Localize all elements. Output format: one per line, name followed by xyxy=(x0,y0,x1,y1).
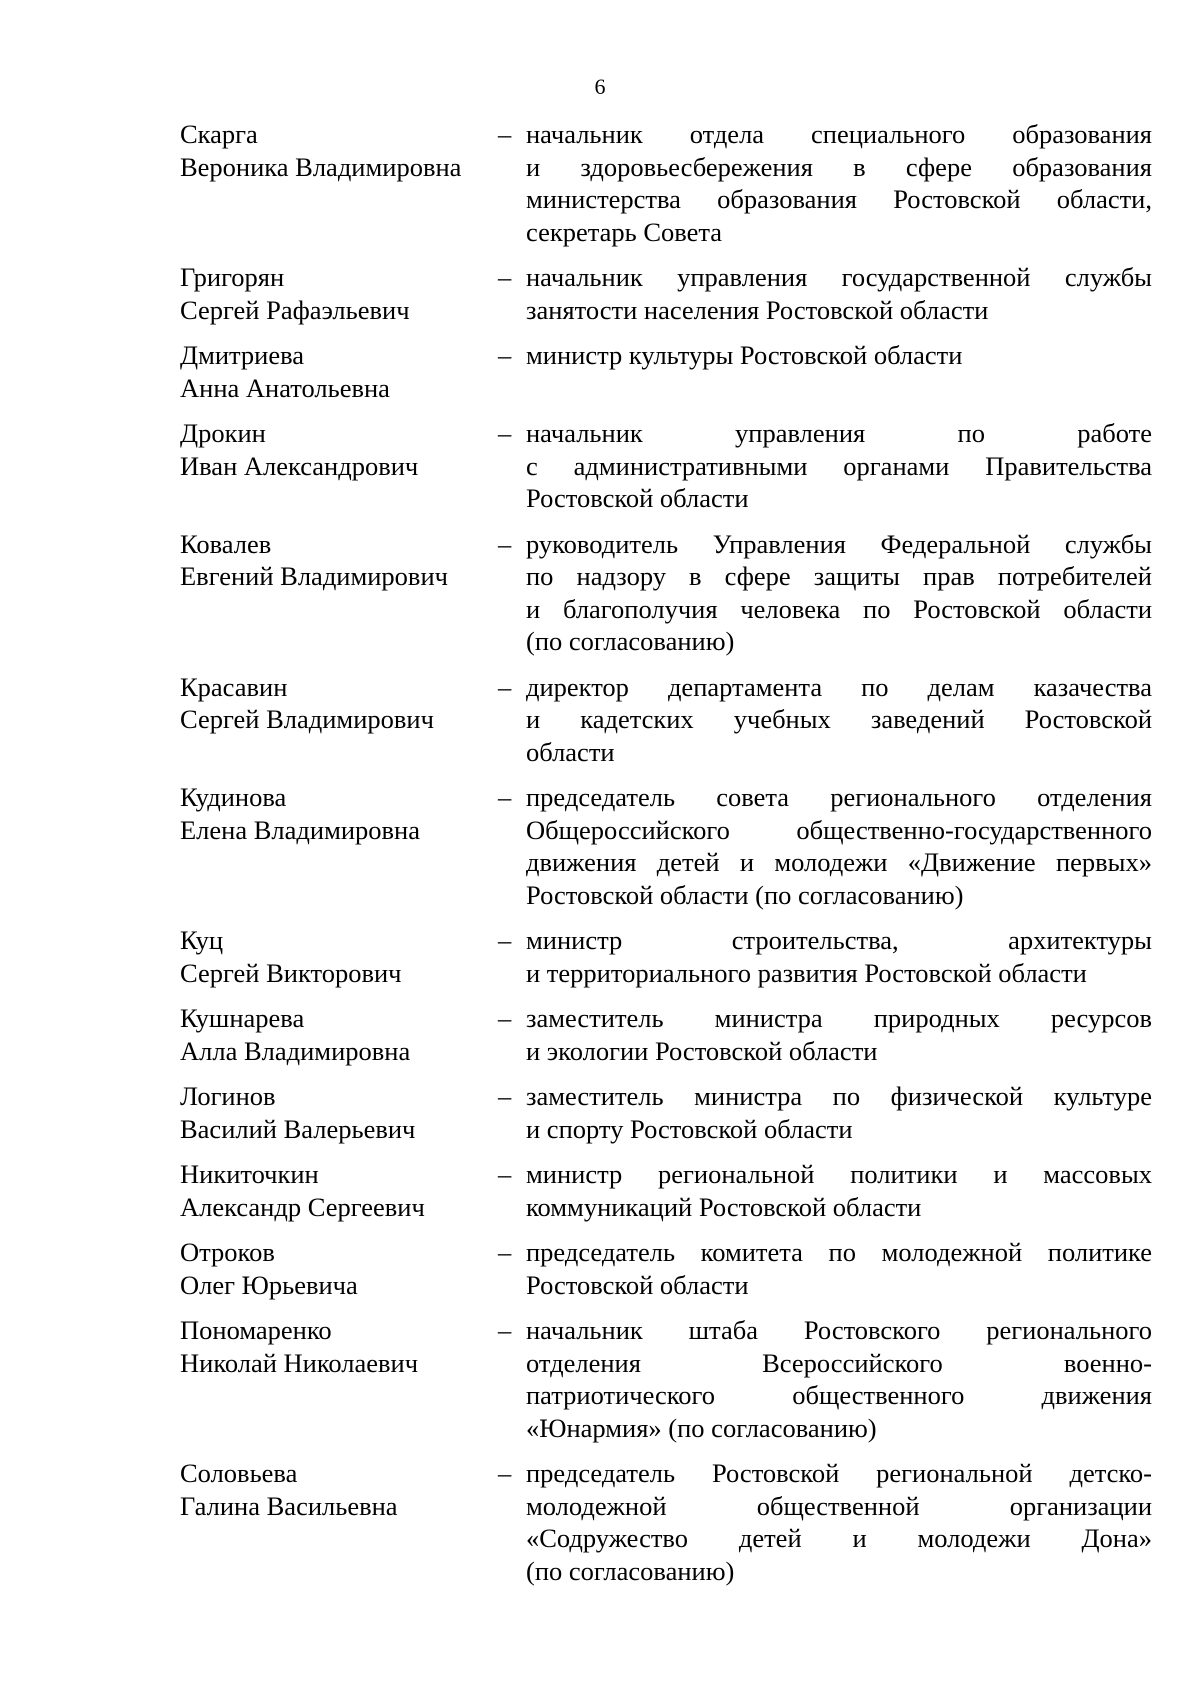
position-line: министерства образования Ростовской области, xyxy=(526,184,1152,214)
position-line: Ростовской области xyxy=(526,483,749,513)
position-line: (по согласованию) xyxy=(526,1555,735,1586)
member-name xyxy=(180,1002,498,1067)
member-given-names: Сергей Рафаэльевич xyxy=(180,294,410,325)
position-line: и здоровьесбережения в сфере образования xyxy=(526,151,1152,182)
member-entry xyxy=(180,781,1152,911)
dash-separator: – xyxy=(498,340,512,370)
member-name xyxy=(180,1080,498,1145)
member-position xyxy=(526,924,1152,989)
position-line: и спорту Ростовской области xyxy=(526,1113,853,1144)
member-name xyxy=(180,118,498,248)
position-line: молодежной общественной организации xyxy=(526,1490,1152,1521)
member-surname: Никиточкин xyxy=(180,1159,319,1189)
member-given-names: Николай Николаевич xyxy=(180,1347,419,1378)
member-entry xyxy=(180,417,1152,515)
position-line: заместитель министра природных ресурсов xyxy=(526,1003,1152,1033)
position-line: коммуникаций Ростовской области xyxy=(526,1191,922,1222)
member-position xyxy=(526,261,1152,326)
member-surname: Ковалев xyxy=(180,528,272,559)
member-entry xyxy=(180,1236,1152,1301)
member-surname: Кудинова xyxy=(180,782,287,812)
member-position xyxy=(526,1080,1152,1145)
member-position xyxy=(526,1002,1152,1067)
member-given-names: Алла Владимировна xyxy=(180,1035,411,1066)
position-line: секретарь Совета xyxy=(526,216,723,247)
member-name xyxy=(180,417,498,515)
member-given-names: Елена Владимировна xyxy=(180,814,420,845)
member-entry xyxy=(180,671,1152,769)
dash-separator: – xyxy=(498,671,512,702)
position-line: (по согласованию) xyxy=(526,626,735,656)
member-name xyxy=(180,924,498,989)
dash-separator: – xyxy=(498,1159,512,1189)
position-line: министр культуры Ростовской области xyxy=(526,340,963,370)
member-given-names: Олег Юрьевича xyxy=(180,1269,358,1300)
member-name xyxy=(180,1236,498,1301)
member-given-names: Вероника Владимировна xyxy=(180,151,462,182)
position-line: и экологии Ростовской области xyxy=(526,1035,878,1066)
member-position xyxy=(526,339,1152,404)
member-given-names: Иван Александрович xyxy=(180,450,419,481)
member-position xyxy=(526,1158,1152,1223)
position-line: начальник отдела специального образования xyxy=(526,119,1152,149)
member-surname: Соловьева xyxy=(180,1458,298,1488)
member-surname: Логинов xyxy=(180,1081,276,1111)
member-name xyxy=(180,781,498,911)
position-line: руководитель Управления Федеральной службы xyxy=(526,528,1152,559)
member-position xyxy=(526,671,1152,769)
member-entry xyxy=(180,528,1152,658)
dash-separator: – xyxy=(498,262,512,292)
position-line: начальник штаба Ростовского регионального xyxy=(526,1315,1152,1345)
member-given-names: Александр Сергеевич xyxy=(180,1191,425,1222)
member-position xyxy=(526,781,1152,911)
member-name xyxy=(180,671,498,769)
position-line: и территориального развития Ростовской области xyxy=(526,957,1087,988)
member-name xyxy=(180,1314,498,1444)
member-entry xyxy=(180,339,1152,404)
member-entry xyxy=(180,1457,1152,1587)
dash-separator: – xyxy=(498,1315,512,1345)
position-line: по надзору в сфере защиты прав потребителей xyxy=(526,561,1152,591)
position-line: министр строительства, архитектуры xyxy=(526,925,1152,955)
member-given-names: Василий Валерьевич xyxy=(180,1113,416,1144)
position-line: директор департамента по делам казачества xyxy=(526,671,1152,702)
member-position xyxy=(526,1314,1152,1444)
member-entry xyxy=(180,1080,1152,1145)
member-name xyxy=(180,261,498,326)
dash-separator: – xyxy=(498,119,512,149)
member-name xyxy=(180,1457,498,1587)
position-line: Общероссийского общественно-государственного xyxy=(526,814,1152,845)
member-list xyxy=(180,118,1152,1587)
member-name xyxy=(180,339,498,404)
dash-separator: – xyxy=(498,1081,512,1111)
position-line: начальник управления по работе xyxy=(526,418,1152,448)
position-line: министр региональной политики и массовых xyxy=(526,1159,1152,1189)
dash-separator: – xyxy=(498,528,512,559)
position-line: с административными органами Правительства xyxy=(526,450,1152,481)
member-position xyxy=(526,118,1152,248)
dash-separator: – xyxy=(498,1458,512,1488)
member-entry xyxy=(180,1002,1152,1067)
member-name xyxy=(180,1158,498,1223)
position-line: председатель совета регионального отделения xyxy=(526,782,1152,812)
member-given-names: Галина Васильевна xyxy=(180,1490,398,1521)
member-position xyxy=(526,528,1152,658)
position-line: патриотического общественного движения xyxy=(526,1380,1152,1410)
position-line: заместитель министра по физической культуре xyxy=(526,1081,1152,1111)
position-line: движения детей и молодежи «Движение первых» xyxy=(526,847,1152,877)
position-line: Ростовской области (по согласованию) xyxy=(526,879,964,910)
member-name xyxy=(180,528,498,658)
member-entry xyxy=(180,1314,1152,1444)
position-line: начальник управления государственной службы xyxy=(526,262,1152,292)
member-entry xyxy=(180,1158,1152,1223)
position-line: «Содружество детей и молодежи Дона» xyxy=(526,1523,1152,1553)
dash-separator: – xyxy=(498,1003,512,1033)
position-line: области xyxy=(526,736,615,767)
member-position xyxy=(526,417,1152,515)
member-surname: Отроков xyxy=(180,1237,275,1267)
member-given-names: Сергей Викторович xyxy=(180,957,402,988)
member-surname: Скарга xyxy=(180,119,258,149)
dash-separator: – xyxy=(498,782,512,812)
position-line: отделения Всероссийского военно- xyxy=(526,1347,1152,1378)
member-surname: Григорян xyxy=(180,262,285,292)
member-given-names: Анна Анатольевна xyxy=(180,372,390,403)
member-entry xyxy=(180,924,1152,989)
position-line: Ростовской области xyxy=(526,1269,749,1300)
member-surname: Пономаренко xyxy=(180,1315,332,1345)
dash-separator: – xyxy=(498,418,512,448)
member-entry xyxy=(180,261,1152,326)
member-position xyxy=(526,1236,1152,1301)
dash-separator: – xyxy=(498,1237,512,1267)
dash-separator: – xyxy=(498,925,512,955)
member-surname: Куц xyxy=(180,925,224,955)
position-line: председатель комитета по молодежной политике xyxy=(526,1237,1152,1267)
member-surname: Дрокин xyxy=(180,418,266,448)
position-line: председатель Ростовской региональной детско- xyxy=(526,1458,1152,1488)
position-line: занятости населения Ростовской области xyxy=(526,294,989,325)
member-given-names: Евгений Владимирович xyxy=(180,561,448,591)
position-line: «Юнармия» (по согласованию) xyxy=(526,1412,877,1443)
member-surname: Дмитриева xyxy=(180,340,305,370)
member-position xyxy=(526,1457,1152,1587)
member-entry xyxy=(180,118,1152,248)
position-line: и благополучия человека по Ростовской области xyxy=(526,593,1152,624)
page-number: 6 xyxy=(594,74,606,99)
member-surname: Кушнарева xyxy=(180,1003,305,1033)
position-line: и кадетских учебных заведений Ростовской xyxy=(526,704,1152,734)
member-given-names: Сергей Владимирович xyxy=(180,704,434,734)
member-surname: Красавин xyxy=(180,671,288,702)
